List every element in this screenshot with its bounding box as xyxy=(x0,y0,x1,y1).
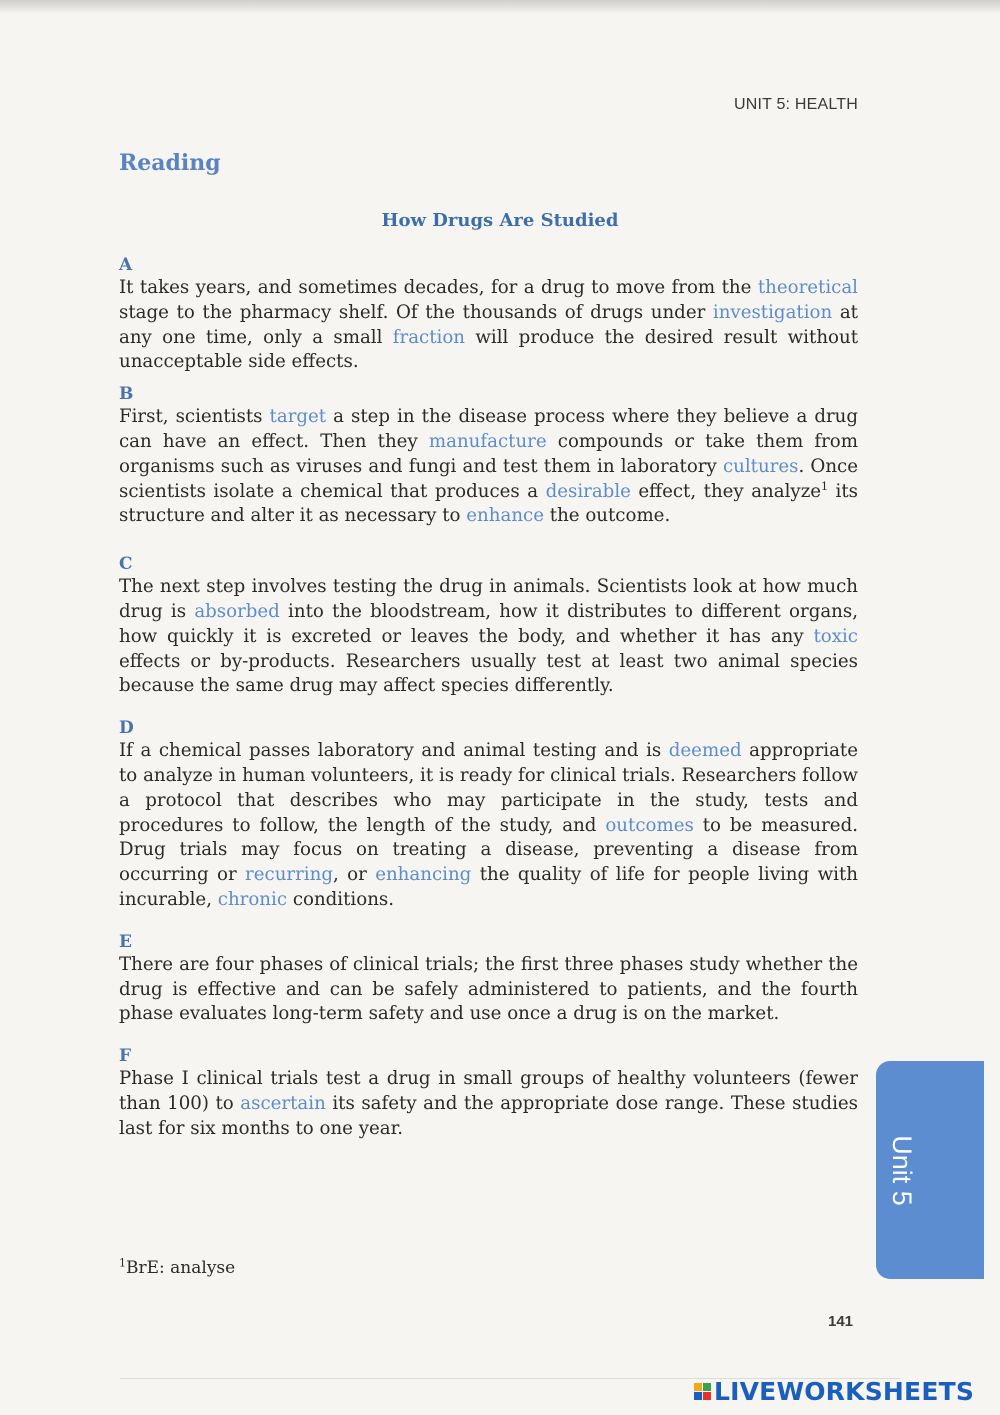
article-body xyxy=(119,254,858,1142)
text-run: effect, they analyze xyxy=(630,480,822,502)
text-run: The next step involves testing the drug in animals. Scientists look at how much drug is xyxy=(119,576,858,622)
vocabulary-word: investigation xyxy=(712,301,833,323)
vocabulary-word: manufacture xyxy=(428,430,547,452)
paragraph-d xyxy=(119,717,858,913)
text-run: a step in the disease process where they believe a drug can have an effect. Then they xyxy=(119,406,859,452)
text-run: There are four phases of clinical trials; the first three phases study whether the drug is effective and can be safely administered to patients, and the fourth phase evaluates long-term safety and use once a drug is on the market. xyxy=(119,953,858,1025)
vocabulary-word: theoretical xyxy=(757,277,858,298)
paragraph-text xyxy=(119,276,858,375)
text-run: its structure and alter it as necessary to xyxy=(119,480,859,527)
text-run: stage to the pharmacy shelf. Of the thousands of drugs under xyxy=(119,301,713,323)
text-run: conditions. xyxy=(287,888,395,910)
vocabulary-word: recurring xyxy=(245,864,333,886)
liveworksheets-logo[interactable] xyxy=(694,1377,974,1406)
paragraph-b xyxy=(119,383,858,529)
unit-tab-label-wrap xyxy=(876,1061,926,1279)
footnote-marker: 1 xyxy=(119,1256,126,1270)
paragraph-letter: C xyxy=(119,554,133,575)
vocabulary-word: target xyxy=(269,406,327,428)
paragraph-letter: D xyxy=(119,718,134,739)
text-run: First, scientists xyxy=(119,406,270,428)
paragraph-letter: F xyxy=(119,1046,132,1067)
paragraph-a xyxy=(119,254,858,375)
brand-name: LIVEWORKSHEETS xyxy=(714,1377,975,1406)
footnote-ref: 1 xyxy=(821,479,829,493)
text-run: the quality of life for people living with incurable, xyxy=(119,864,858,910)
vocabulary-word: deemed xyxy=(668,740,742,762)
unit-tab-label: Unit 5 xyxy=(886,1134,917,1206)
footnote-text: BrE: analyse xyxy=(126,1258,236,1278)
footnote xyxy=(119,1258,235,1278)
paragraph-text xyxy=(119,575,858,699)
grid-logo-icon xyxy=(694,1383,711,1400)
paragraph-text xyxy=(119,405,858,529)
page-number: 141 xyxy=(828,1313,854,1330)
text-run: to be measured. Drug trials may focus on treating a disease, preventing a disease from occurring or xyxy=(119,814,858,886)
paragraph-e xyxy=(119,931,858,1027)
text-run: at any one time, only a small xyxy=(119,301,858,348)
vocabulary-word: enhance xyxy=(466,505,544,527)
paragraph-c xyxy=(119,553,858,699)
paragraph-text xyxy=(119,739,858,913)
vocabulary-word: absorbed xyxy=(194,600,280,622)
text-run: appropriate to analyze in human volunteers, it is ready for clinical trials. Researchers follow a protocol that describes who may participate in the study, tests and procedures to follow, the length of the study, and xyxy=(119,740,858,836)
unit-topic: HEALTH xyxy=(794,96,858,113)
unit-prefix: UNIT 5: xyxy=(733,96,791,113)
paragraph-text xyxy=(119,1067,858,1141)
text-run: into the bloodstream, how it distributes to different organs, how quickly it is excreted or leaves the body, and whether it has any xyxy=(119,600,859,647)
text-run: , or xyxy=(332,864,376,886)
vocabulary-word: enhancing xyxy=(375,864,472,886)
text-run: its safety and the appropriate dose range. These studies last for six months to one year. xyxy=(119,1092,858,1139)
text-run: Phase I clinical trials test a drug in small groups of healthy volunteers (fewer than 100) to xyxy=(119,1068,858,1114)
text-run: . Once scientists isolate a chemical that produces a xyxy=(119,455,859,502)
page-top-edge xyxy=(0,0,1000,14)
paragraph-letter: E xyxy=(119,931,132,952)
article-title: How Drugs Are Studied xyxy=(381,210,619,231)
text-run: It takes years, and sometimes decades, for a drug to move from the xyxy=(119,277,758,298)
vocabulary-word: desirable xyxy=(545,480,631,502)
vocabulary-word: chronic xyxy=(217,888,288,910)
text-run: will produce the desired result without unacceptable side effects. xyxy=(119,326,858,373)
paragraph-letter: A xyxy=(119,255,133,275)
paragraph-text xyxy=(119,953,858,1027)
vocabulary-word: cultures xyxy=(722,455,799,477)
running-header xyxy=(734,96,858,114)
vocabulary-word: ascertain xyxy=(240,1092,326,1114)
text-run: If a chemical passes laboratory and animal testing and is xyxy=(119,740,669,762)
paragraph-letter: B xyxy=(119,384,134,405)
section-title: Reading xyxy=(119,150,221,176)
text-run: effects or by-products. Researchers usually test at least two animal species because the same drug may affect species differently. xyxy=(119,650,858,697)
vocabulary-word: toxic xyxy=(813,625,858,647)
vocabulary-word: fraction xyxy=(392,326,466,348)
text-run: the outcome. xyxy=(543,505,671,527)
paragraph-f xyxy=(119,1045,858,1141)
text-run: compounds or take them from organisms such as viruses and fungi and test them in laboratory xyxy=(119,430,858,477)
vocabulary-word: outcomes xyxy=(605,814,694,836)
